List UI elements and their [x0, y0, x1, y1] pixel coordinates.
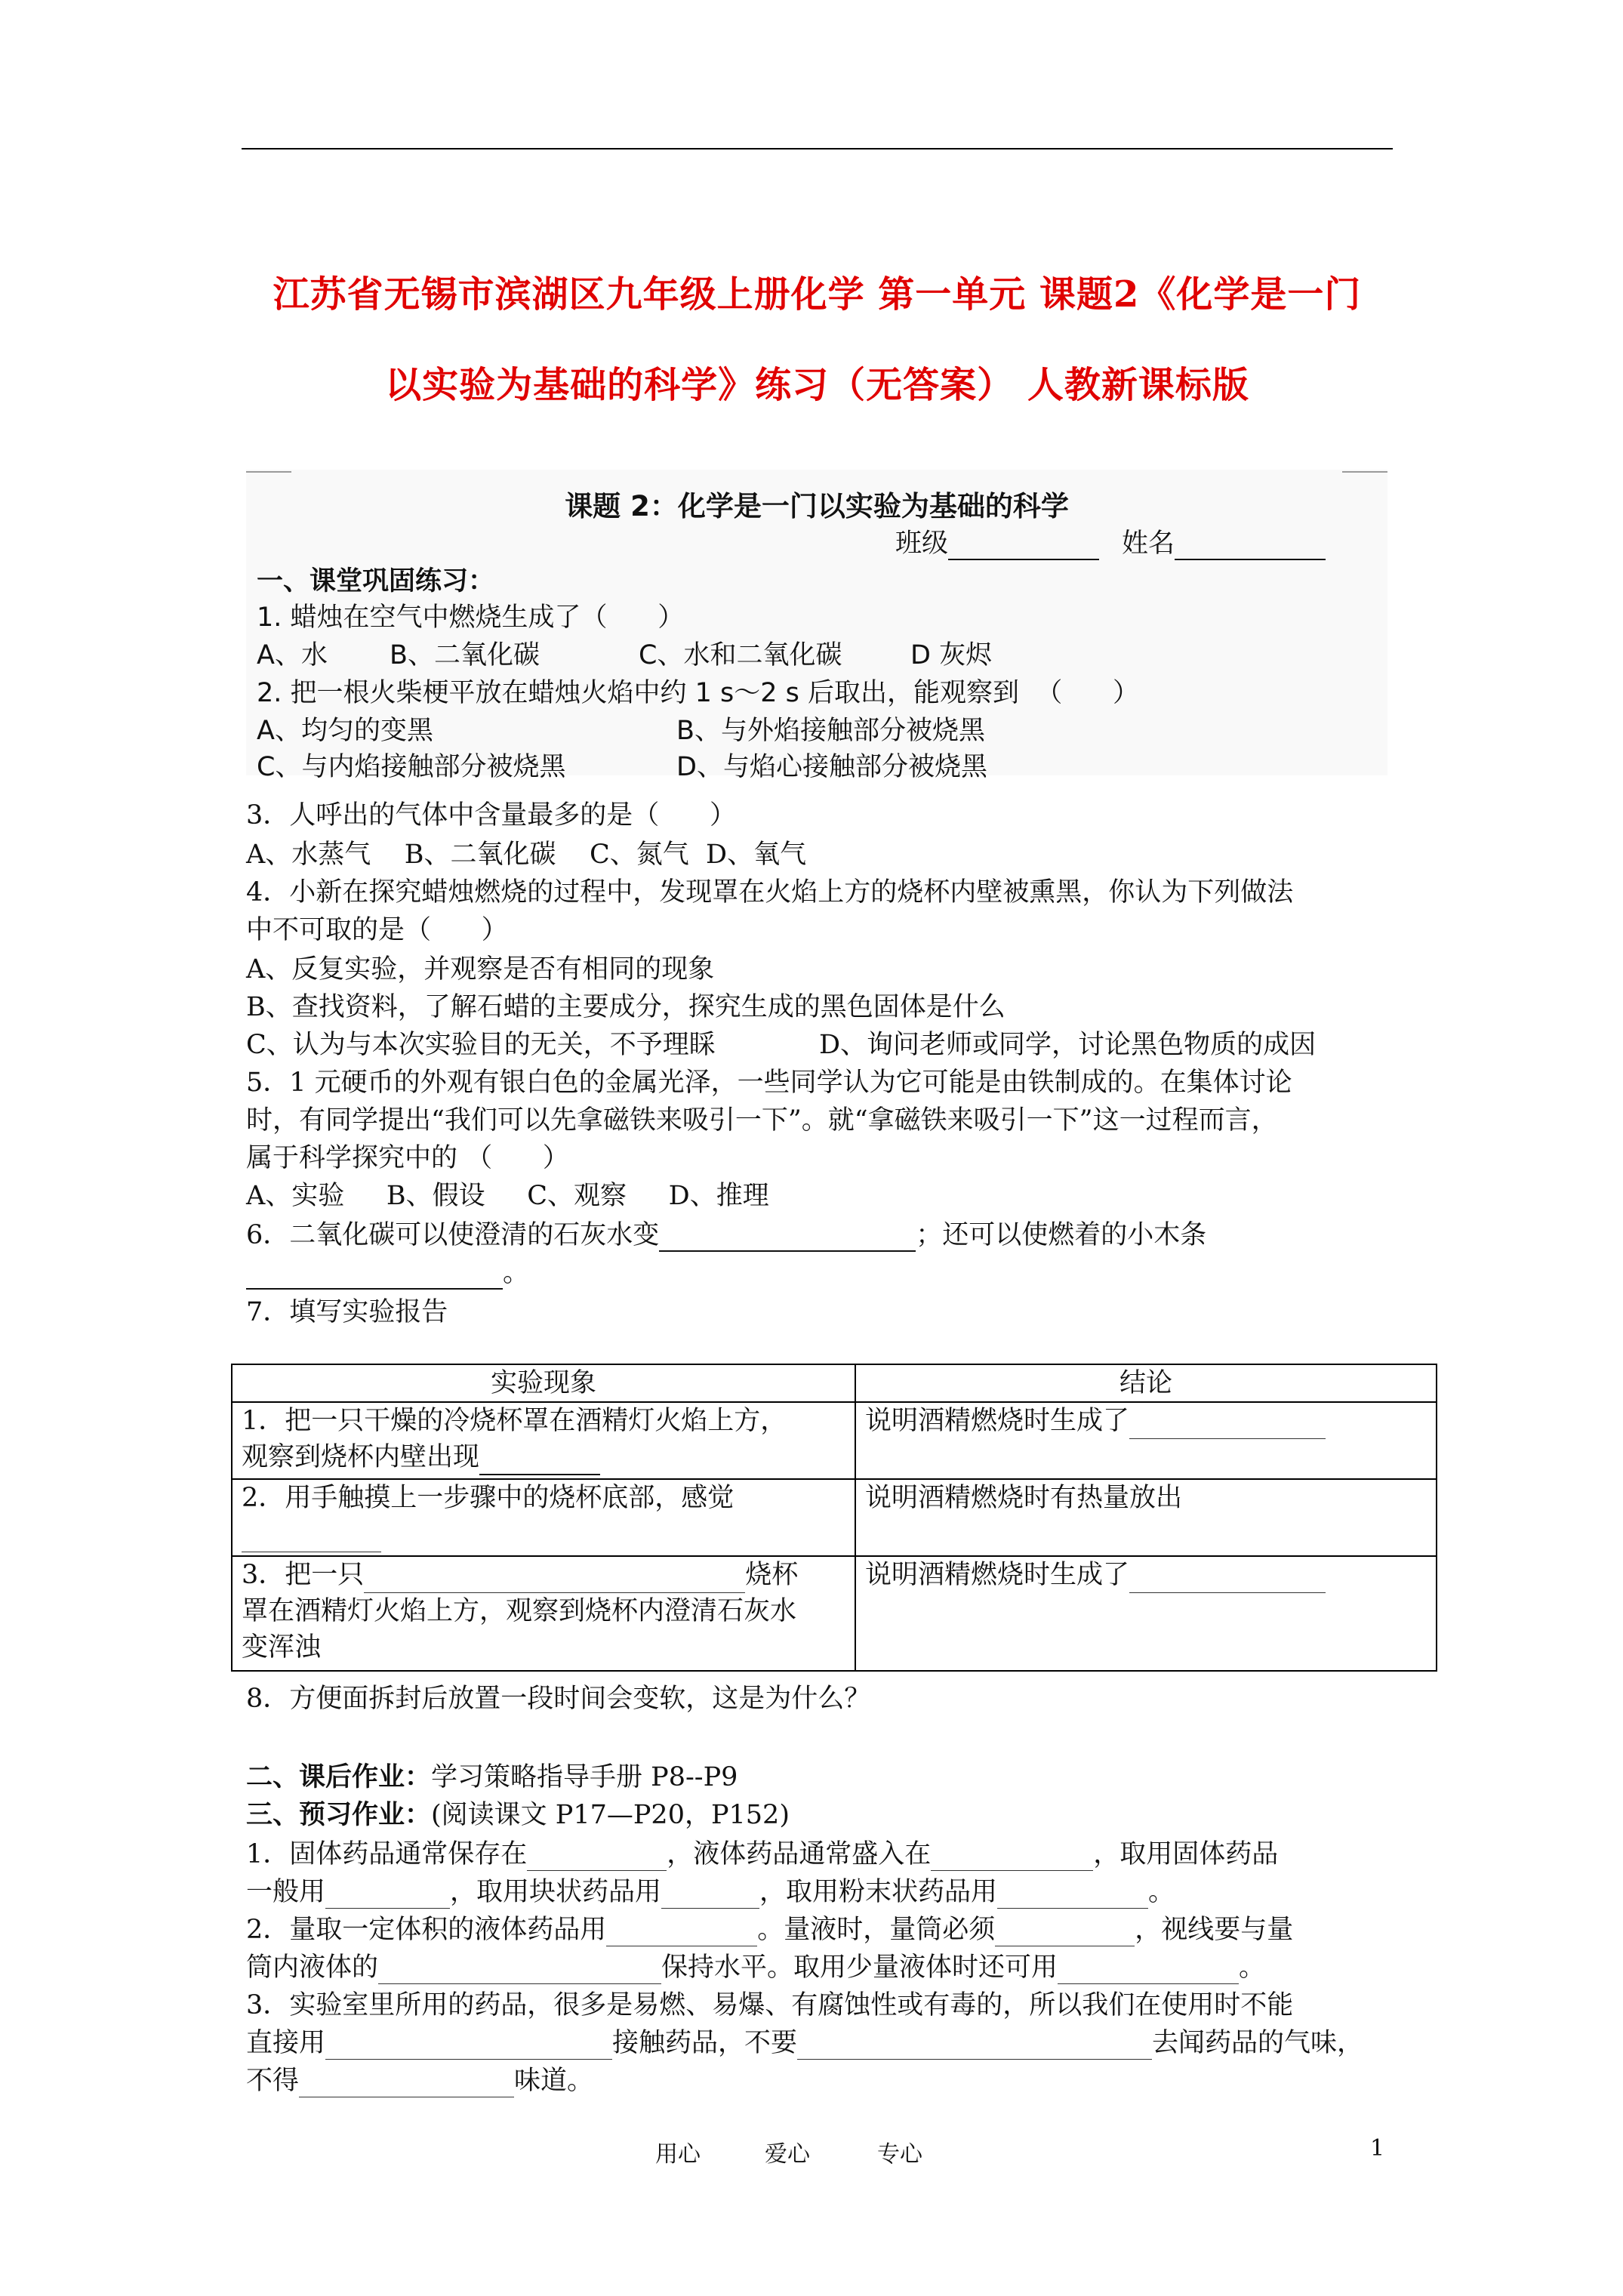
scan-q1-option: A、水 [257, 640, 328, 670]
class-field [895, 522, 1099, 560]
page-number: 1 [1370, 2135, 1385, 2162]
name-field [1122, 522, 1326, 560]
question-8: 8．方便面拆封后放置一段时间会变软，这是为什么？ [246, 1684, 871, 1714]
cell-text: 罩在酒精灯火焰上方，观察到烧杯内澄清石灰水 [242, 1596, 797, 1626]
text-part: 。 [1239, 1952, 1266, 1983]
answer-blank[interactable] [242, 1526, 381, 1552]
cell-text: 变浑浊 [242, 1632, 322, 1663]
cell-text-part: 烧杯 [745, 1560, 799, 1590]
class-label: 班级 [895, 529, 949, 559]
text-part: ，取用粉末状药品用 [759, 1877, 998, 1907]
scanned-excerpt [246, 470, 1387, 782]
document-title [234, 249, 1400, 430]
text-part: 。 [1148, 1877, 1175, 1907]
footer-slogan-2: 爱心 [765, 2141, 810, 2168]
question-4-option-a: A、反复实验，并观察是否有相同的现象 [246, 954, 715, 985]
answer-blank[interactable] [606, 1920, 757, 1946]
preview-item-3-line3 [246, 2064, 593, 2097]
table-cell [232, 1556, 855, 1671]
cell-text-part: 观察到烧杯内壁出现 [242, 1442, 480, 1472]
preview-item-1-line2 [246, 1875, 1175, 1909]
text-part: ，取用块状药品用 [450, 1877, 662, 1907]
q6-text: 6．二氧化碳可以使澄清的石灰水变 [246, 1220, 660, 1250]
text-part: 2．量取一定体积的液体药品用 [246, 1915, 607, 1945]
cell-text: 说明酒精燃烧时生成了 [865, 1406, 1130, 1436]
table-cell: 说明酒精燃烧时有热量放出 [855, 1479, 1437, 1556]
answer-blank[interactable] [527, 1845, 667, 1871]
question-7: 7．填写实验报告 [246, 1297, 448, 1327]
preview-item-3-line2 [246, 2026, 1363, 2060]
table-cell [232, 1402, 855, 1479]
preview-item-2-line1 [246, 1913, 1293, 1946]
scan-q1-option: C、水和二氧化碳 [639, 640, 842, 670]
scan-corner-mark [1342, 471, 1387, 473]
answer-blank[interactable] [325, 1882, 450, 1909]
question-6-line2 [246, 1256, 529, 1290]
name-label: 姓名 [1122, 529, 1175, 559]
cell-text: 1．把一只干燥的冷烧杯罩在酒精灯火焰上方， [242, 1406, 787, 1436]
scan-q2-option: B、与外焰接触部分被烧黑 [676, 716, 986, 746]
scan-q2-option: D、与焰心接触部分被烧黑 [676, 752, 987, 782]
answer-blank[interactable] [931, 1845, 1093, 1871]
text-part: 1．固体药品通常保存在 [246, 1839, 528, 1869]
text-part: 去闻药品的气味， [1152, 2028, 1364, 2058]
table-cell [855, 1402, 1437, 1479]
cell-text [242, 1557, 845, 1593]
question-4-option-d: D、询问老师或同学，讨论黑色物质的成因 [819, 1030, 1317, 1060]
table-cell [232, 1479, 855, 1556]
section-2 [246, 1761, 738, 1794]
column-header: 实验现象 [232, 1364, 855, 1402]
text-part: ，取用固体药品 [1093, 1839, 1279, 1869]
text-part: 一般用 [246, 1877, 326, 1907]
table-row [232, 1402, 1437, 1479]
scan-q2-option: C、与内焰接触部分被烧黑 [257, 752, 566, 782]
question-3: 3．人呼出的气体中含量最多的是（ ） [246, 800, 737, 831]
scan-corner-mark [246, 471, 291, 473]
class-blank [948, 536, 1099, 560]
section-2-text: 学习策略指导手册 P8--P9 [431, 1762, 738, 1792]
answer-blank[interactable] [364, 1567, 745, 1593]
text-part: ，液体药品通常盛入在 [667, 1839, 932, 1869]
answer-blank[interactable] [995, 1920, 1135, 1946]
cell-text [242, 1439, 845, 1475]
header-rule [242, 148, 1393, 149]
cell-text: 说明酒精燃烧时生成了 [865, 1560, 1130, 1590]
title-line-2: 以实验为基础的科学》练习（无答案） 人教新课标版 [385, 364, 1249, 406]
scan-q1-option: D 灰烬 [910, 640, 993, 670]
question-5-line1: 5．1 元硬币的外观有银白色的金属光泽，一些同学认为它可能是由铁制成的。在集体讨论 [246, 1068, 1292, 1098]
preview-item-3-line1: 3．实验室里所用的药品，很多是易燃、易爆、有腐蚀性或有毒的，所以我们在使用时不能 [246, 1990, 1294, 2020]
answer-blank[interactable] [1058, 1958, 1239, 1984]
text-part: ，视线要与量 [1135, 1915, 1294, 1945]
table-row [232, 1556, 1437, 1671]
question-5-line2: 时，有同学提出“我们可以先拿磁铁来吸引一下”。就“拿磁铁来吸引一下”这一过程而言， [246, 1105, 1278, 1136]
question-4-line2: 中不可取的是（ ） [246, 915, 508, 945]
section-3-label: 三、预习作业： [246, 1799, 432, 1830]
answer-blank[interactable] [299, 2071, 514, 2097]
section-2-label: 二、课后作业： [246, 1761, 432, 1792]
table-row [232, 1479, 1437, 1556]
scan-heading: 课题 2：化学是一门以实验为基础的科学 [565, 490, 1069, 522]
q6-end: 。 [503, 1258, 530, 1288]
answer-blank[interactable] [1129, 1413, 1326, 1439]
question-4-option-b: B、查找资料，了解石蜡的主要成分，探究生成的黑色固体是什么 [246, 992, 1006, 1022]
cell-text [242, 1516, 845, 1552]
table-cell [855, 1556, 1437, 1671]
text-part: 直接用 [246, 2028, 326, 2058]
cell-text-part: 3．把一只 [242, 1560, 365, 1590]
column-header: 结论 [855, 1364, 1437, 1402]
table-header-row [232, 1364, 1437, 1402]
experiment-report-table [231, 1364, 1437, 1672]
answer-blank[interactable] [479, 1448, 600, 1475]
text-part: 接触药品，不要 [612, 2028, 798, 2058]
question-3-options: A、水蒸气 B、二氧化碳 C、氮气 D、氧气 [246, 840, 807, 870]
question-4-option-c: C、认为与本次实验目的无关，不予理睬 [246, 1030, 716, 1060]
preview-item-2-line2 [246, 1951, 1265, 1984]
answer-blank[interactable] [325, 2033, 612, 2060]
question-6-line1 [246, 1219, 1206, 1252]
question-5-options: A、实验 B、假设 C、观察 D、推理 [246, 1181, 769, 1211]
footer-slogan-3: 专心 [877, 2141, 922, 2168]
text-part: 筒内液体的 [246, 1952, 379, 1983]
preview-item-1-line1 [246, 1838, 1278, 1871]
text-part: 。量液时，量筒必须 [757, 1915, 996, 1945]
section1-heading: 一、课堂巩固练习： [257, 566, 495, 596]
cell-text: 2．用手触摸上一步骤中的烧杯底部，感觉 [242, 1483, 735, 1513]
scan-q1: 1. 蜡烛在空气中燃烧生成了（ ） [257, 603, 685, 633]
answer-blank[interactable] [1129, 1567, 1326, 1593]
text-part: 味道。 [514, 2066, 594, 2096]
answer-blank[interactable] [378, 1958, 661, 1984]
question-4-line1: 4．小新在探究蜡烛燃烧的过程中，发现罩在火焰上方的烧杯内壁被熏黑，你认为下列做法 [246, 877, 1294, 908]
answer-blank[interactable] [997, 1882, 1148, 1909]
answer-blank[interactable] [246, 1262, 503, 1290]
section-3-text: (阅读课文 P17—P20，P152) [431, 1800, 790, 1830]
answer-blank[interactable] [659, 1225, 916, 1252]
text-part: 不得 [246, 2066, 300, 2096]
scan-q1-option: B、二氧化碳 [390, 640, 540, 670]
scan-q2: 2. 把一根火柴梗平放在蜡烛火焰中约 1 s～2 s 后取出，能观察到 （ ） [257, 678, 1140, 708]
footer-slogan-1: 用心 [655, 2141, 701, 2168]
scan-q2-option: A、均匀的变黑 [257, 716, 433, 746]
answer-blank[interactable] [661, 1882, 759, 1909]
question-5-line3: 属于科学探究中的 （ ） [246, 1143, 569, 1173]
q6-text: ；还可以使燃着的小木条 [916, 1220, 1207, 1250]
text-part: 保持水平。取用少量液体时还可用 [661, 1952, 1058, 1983]
title-line-1: 江苏省无锡市滨湖区九年级上册化学 第一单元 课题2《化学是一门 [273, 273, 1362, 316]
answer-blank[interactable] [797, 2033, 1152, 2060]
section-3 [246, 1798, 790, 1832]
name-blank [1175, 536, 1326, 560]
